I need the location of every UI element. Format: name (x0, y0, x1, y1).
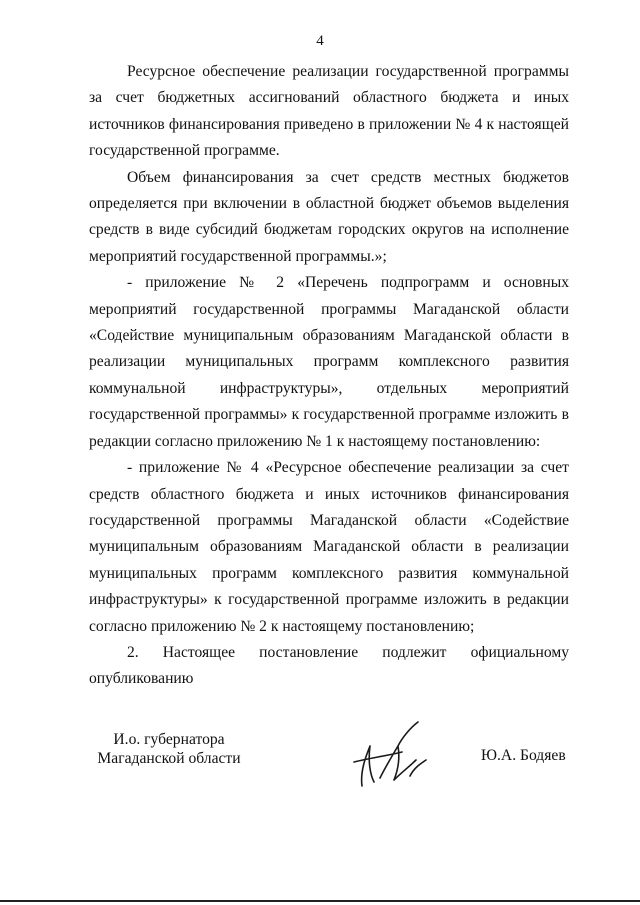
paragraph-local-budget-funding: Объем финансирования за счет средств местных бюджетов определяется при включении в областной бюджет объемов выделения средств в виде субсидий бюджетам городских округов на исполнение мероприятий государственной программы.»; (89, 168, 569, 265)
signature-block (0, 730, 640, 790)
bottom-divider (0, 900, 640, 902)
signer-title-line-1: И.о. губернатора (113, 731, 225, 748)
paragraph-appendix-2-amendment: - приложение № 2 «Перечень подпрограмм и основных мероприятий государственной программы Магаданской области «Содействие муниципальным образованиям Магаданской области в реализации муниципальных программ комплексного развития коммунальной инфраструктуры», отдельных мероприятий государственной программы» к государственной программе изложить в редакции согласно приложению № 1 к настоящему постановлению: (89, 274, 569, 450)
signer-title (84, 730, 254, 768)
page-number: 4 (316, 33, 324, 49)
document-body (89, 59, 569, 693)
paragraph-resource-provision: Ресурсное обеспечение реализации государственной программы за счет бюджетных ассигнований областного бюджета и иных источников финансирования приведено в приложении № 4 к настоящей государственной программе. (89, 63, 569, 160)
paragraph-publication-clause: 2. Настоящее постановление подлежит официальному опубликованию (89, 643, 569, 688)
handwritten-signature-icon (340, 716, 440, 796)
signer-name: Ю.А. Бодяев (481, 747, 566, 764)
signer-title-line-2: Магаданской области (97, 750, 241, 767)
paragraph-appendix-4-amendment: - приложение № 4 «Ресурсное обеспечение реализации за счет средств областного бюджета и иных источников финансирования государственной программы Магаданской области «Содействие муниципальным образованиям Магаданской области в реализации муниципальных программ комплексного развития коммунальной инфраструктуры» к государственной программе изложить в редакции согласно приложению № 2 к настоящему постановлению; (89, 459, 569, 635)
